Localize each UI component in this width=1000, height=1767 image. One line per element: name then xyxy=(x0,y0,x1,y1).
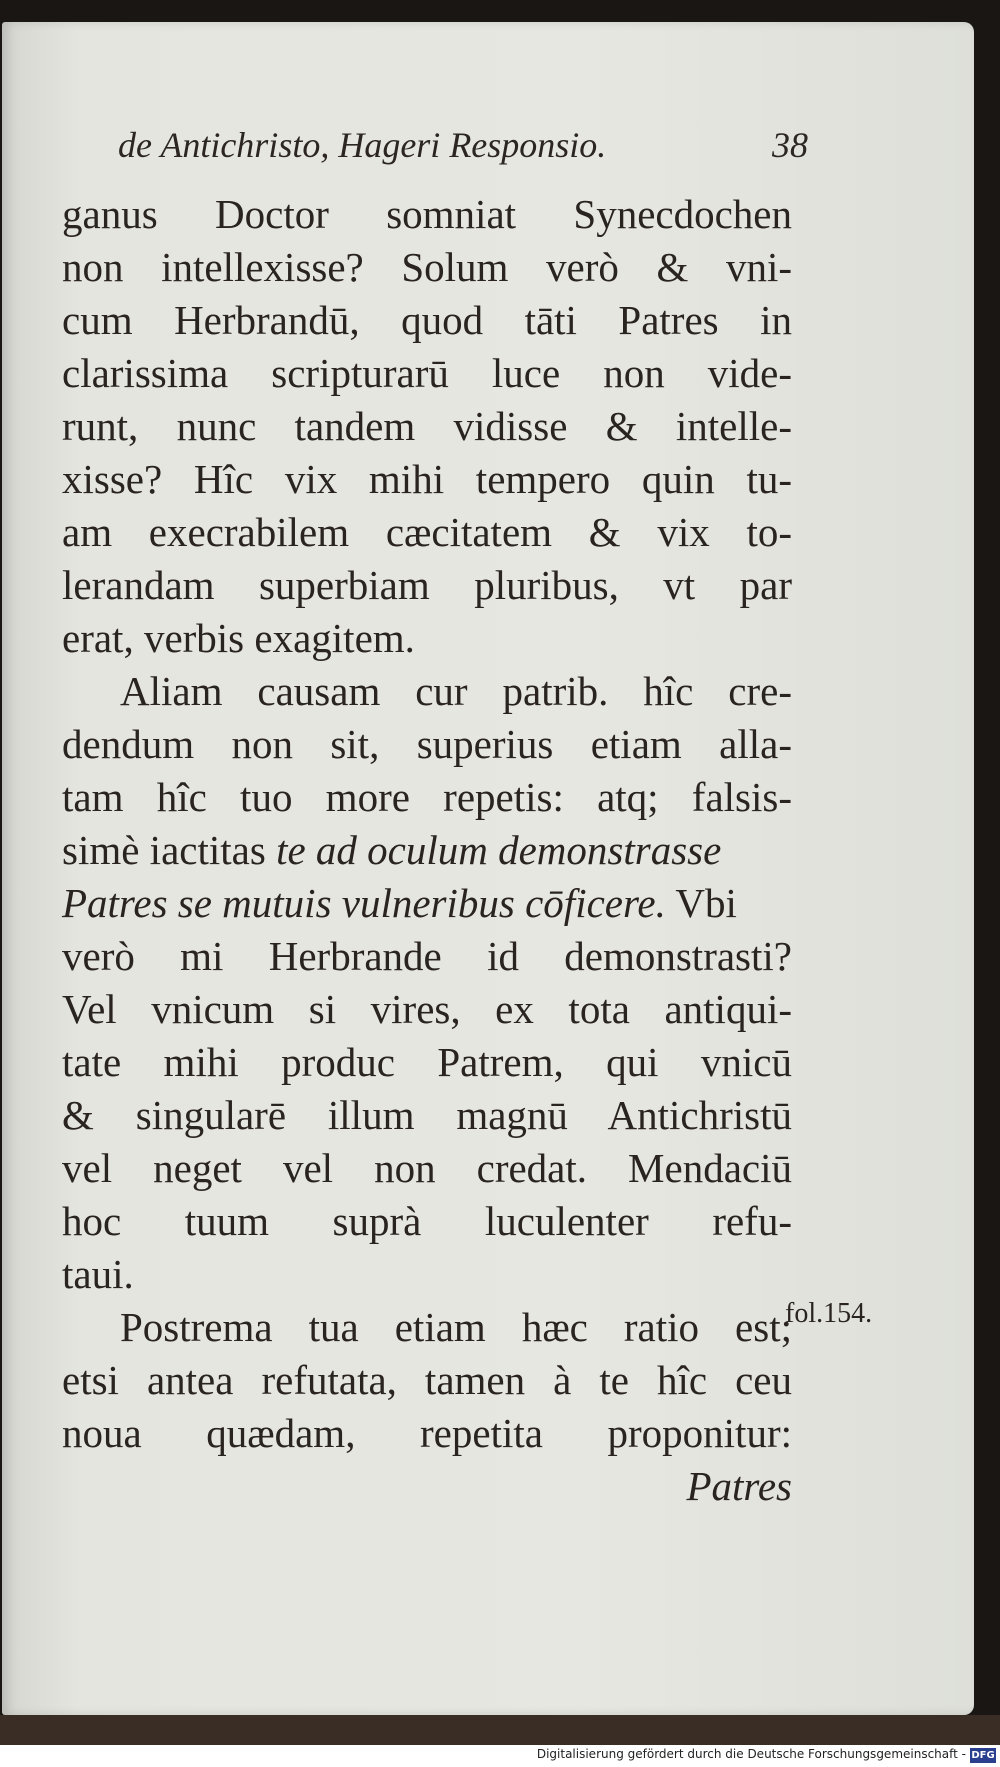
footer-bar xyxy=(0,1745,1000,1767)
text-line: ganus Doctor somniat Synecdochen xyxy=(62,191,792,237)
text-line: tam hîc tuo more repetis: atq; falsis- xyxy=(62,774,792,820)
text-line: hoc tuum suprà luculenter refu- xyxy=(62,1198,792,1244)
running-head: de Antichristo, Hageri Responsio. xyxy=(118,125,607,165)
text-line: taui. xyxy=(62,1251,134,1297)
text-line: Aliam causam cur patrib. hîc cre- xyxy=(120,668,792,714)
text-line: non intellexisse? Solum verò & vni- xyxy=(62,244,792,290)
text-line: tate mihi produc Patrem, qui vnicū xyxy=(62,1039,792,1085)
text-line: Postrema tua etiam hæc ratio est; xyxy=(120,1304,792,1350)
text-line: am execrabilem cæcitatem & vix to- xyxy=(62,509,792,555)
text-line: runt, nunc tandem vidisse & intelle- xyxy=(62,403,792,449)
text-line: xisse? Hîc vix mihi tempero quin tu- xyxy=(62,456,792,502)
text-line: Vel vnicum si vires, ex tota antiqui- xyxy=(62,986,792,1032)
text-line: & singularē illum magnū Antichristū xyxy=(62,1092,792,1138)
text-line: cum Herbrandū, quod tāti Patres in xyxy=(62,297,792,343)
text-span: Vbi xyxy=(675,880,737,926)
text-line: lerandam superbiam pluribus, vt par xyxy=(62,562,792,608)
text-line: etsi antea refutata, tamen à te hîc ceu xyxy=(62,1357,792,1403)
page-number: 38 xyxy=(772,125,808,165)
funding-credit: Digitalisierung gefördert durch die Deutsche Forschungsgemeinschaft - xyxy=(536,1747,966,1761)
text-line: noua quædam, repetita proponitur: xyxy=(62,1410,792,1456)
text-line: erat, verbis exagitem. xyxy=(62,615,415,661)
dfg-logo: DFG xyxy=(971,1750,995,1761)
italic-quote: te ad oculum demonstrasse xyxy=(276,827,722,873)
text-line: dendum non sit, superius etiam alla- xyxy=(62,721,792,767)
catchword: Patres xyxy=(686,1463,792,1509)
body-text xyxy=(62,188,792,1513)
text-line-mixed xyxy=(62,824,792,877)
text-line: vel neget vel non credat. Mendaciū xyxy=(62,1145,792,1191)
margin-note: fol.154. xyxy=(785,1298,873,1329)
text-line: verò mi Herbrande id demonstrasti? xyxy=(62,933,792,979)
page-header xyxy=(118,124,808,172)
text-span: simè iactitas xyxy=(62,827,266,873)
text-line-mixed xyxy=(62,877,792,930)
text-line: clarissima scripturarū luce non vide- xyxy=(62,350,792,396)
italic-quote: Patres se mutuis vulneribus cōficere. xyxy=(62,880,666,926)
scan-border xyxy=(0,1715,1000,1745)
